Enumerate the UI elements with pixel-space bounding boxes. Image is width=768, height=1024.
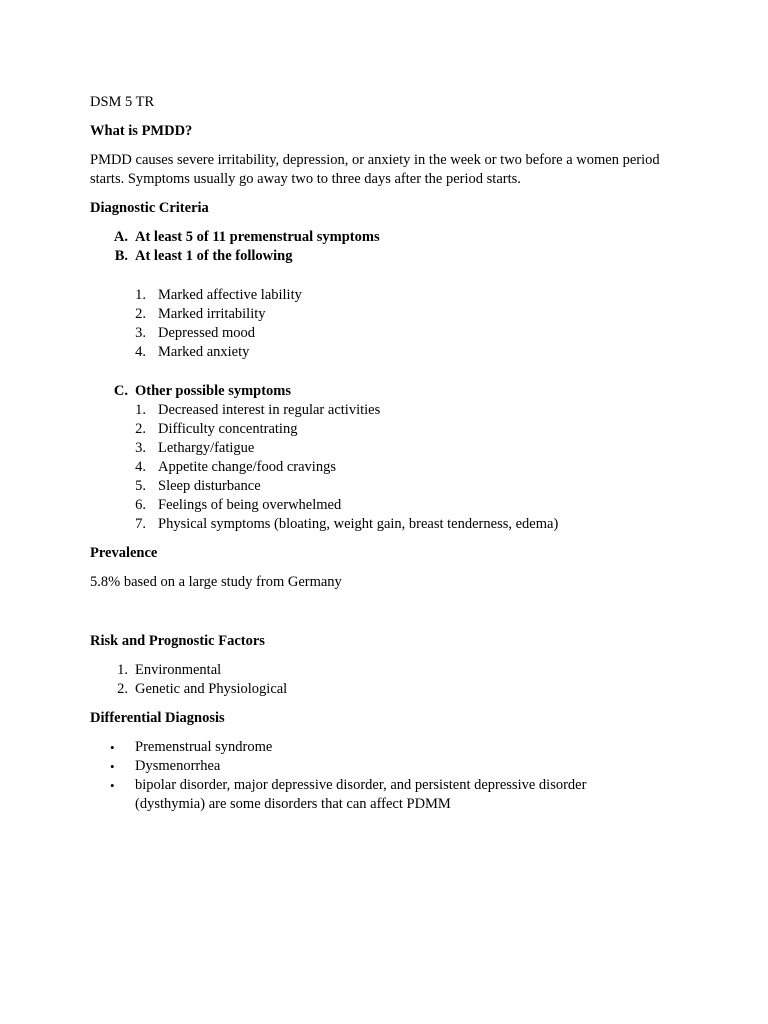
section-heading-prevalence: Prevalence [90,545,158,561]
list-item-text: Physical symptoms (bloating, weight gain, breast tenderness, edema) [158,516,559,532]
document-page [90,93,690,814]
bullet-icon: • [110,740,115,755]
criteria-b-sublist [90,286,690,362]
section-heading-diagnostic-criteria: Diagnostic Criteria [90,200,209,216]
list-marker: 3. [135,440,146,456]
list-item [90,343,690,362]
list-item-text: Marked anxiety [158,344,250,360]
list-marker: 4. [135,459,146,475]
list-marker: A. [113,229,128,245]
criteria-item-a [90,228,690,247]
bullet-icon: • [110,778,115,793]
list-marker: 2. [117,681,128,697]
list-item-text: At least 5 of 11 premenstrual symptoms [135,229,380,245]
bullet-icon: • [110,759,115,774]
list-item-text: Depressed mood [158,325,256,341]
section-heading-what-is-pmdd: What is PMDD? [90,123,193,139]
list-marker: 4. [135,344,146,360]
criteria-list [90,228,690,534]
list-item [90,496,690,515]
list-item [90,286,690,305]
list-item-text: At least 1 of the following [135,248,293,264]
list-item [90,439,690,458]
criteria-item-c [90,382,690,401]
document-header: DSM 5 TR [90,94,155,110]
list-item-text: Other possible symptoms [135,383,292,399]
list-item-text: Sleep disturbance [158,478,261,494]
list-item [90,305,690,324]
list-item-text: Decreased interest in regular activities [158,402,381,418]
list-marker: 2. [135,306,146,322]
list-item [90,738,690,757]
list-item [90,401,690,420]
list-marker: 2. [135,421,146,437]
list-marker: 3. [135,325,146,341]
list-item-text: Environmental [135,662,222,678]
list-marker: 5. [135,478,146,494]
list-item-text: Dysmenorrhea [135,758,221,774]
list-item-text: Premenstrual syndrome [135,739,273,755]
list-item-text: Difficulty concentrating [158,421,298,437]
list-item [90,680,690,699]
section-heading-risk-factors: Risk and Prognostic Factors [90,633,265,649]
list-item [90,661,690,680]
list-item-text: Genetic and Physiological [135,681,288,697]
list-item [90,776,690,814]
list-marker: 1. [117,662,128,678]
criteria-c-sublist [90,401,690,534]
list-marker: B. [114,248,128,264]
list-marker: 1. [135,287,146,303]
list-item [90,458,690,477]
list-item-text: bipolar disorder, major depressive disorder, and persistent depressive disorder (dysthymia) are some disorders that can affect PDMM [135,777,587,812]
list-item [90,477,690,496]
risk-list [90,661,690,699]
list-item [90,515,690,534]
list-item [90,757,690,776]
list-item [90,324,690,343]
criteria-item-b [90,247,690,266]
intro-paragraph: PMDD causes severe irritability, depression, or anxiety in the week or two before a women period starts. Symptoms usually go away two to three days after the period starts. [90,152,660,187]
list-item-text: Appetite change/food cravings [158,459,336,475]
list-marker: 1. [135,402,146,418]
list-marker: 7. [135,516,146,532]
list-item [90,420,690,439]
section-heading-differential-diagnosis: Differential Diagnosis [90,710,225,726]
list-item-text: Feelings of being overwhelmed [158,497,342,513]
list-item-text: Marked irritability [158,306,266,322]
differential-list [90,738,690,814]
prevalence-text: 5.8% based on a large study from Germany [90,574,342,590]
list-item-text: Marked affective lability [158,287,302,303]
list-marker: 6. [135,497,146,513]
list-marker: C. [113,383,128,399]
list-item-text: Lethargy/fatigue [158,440,255,456]
